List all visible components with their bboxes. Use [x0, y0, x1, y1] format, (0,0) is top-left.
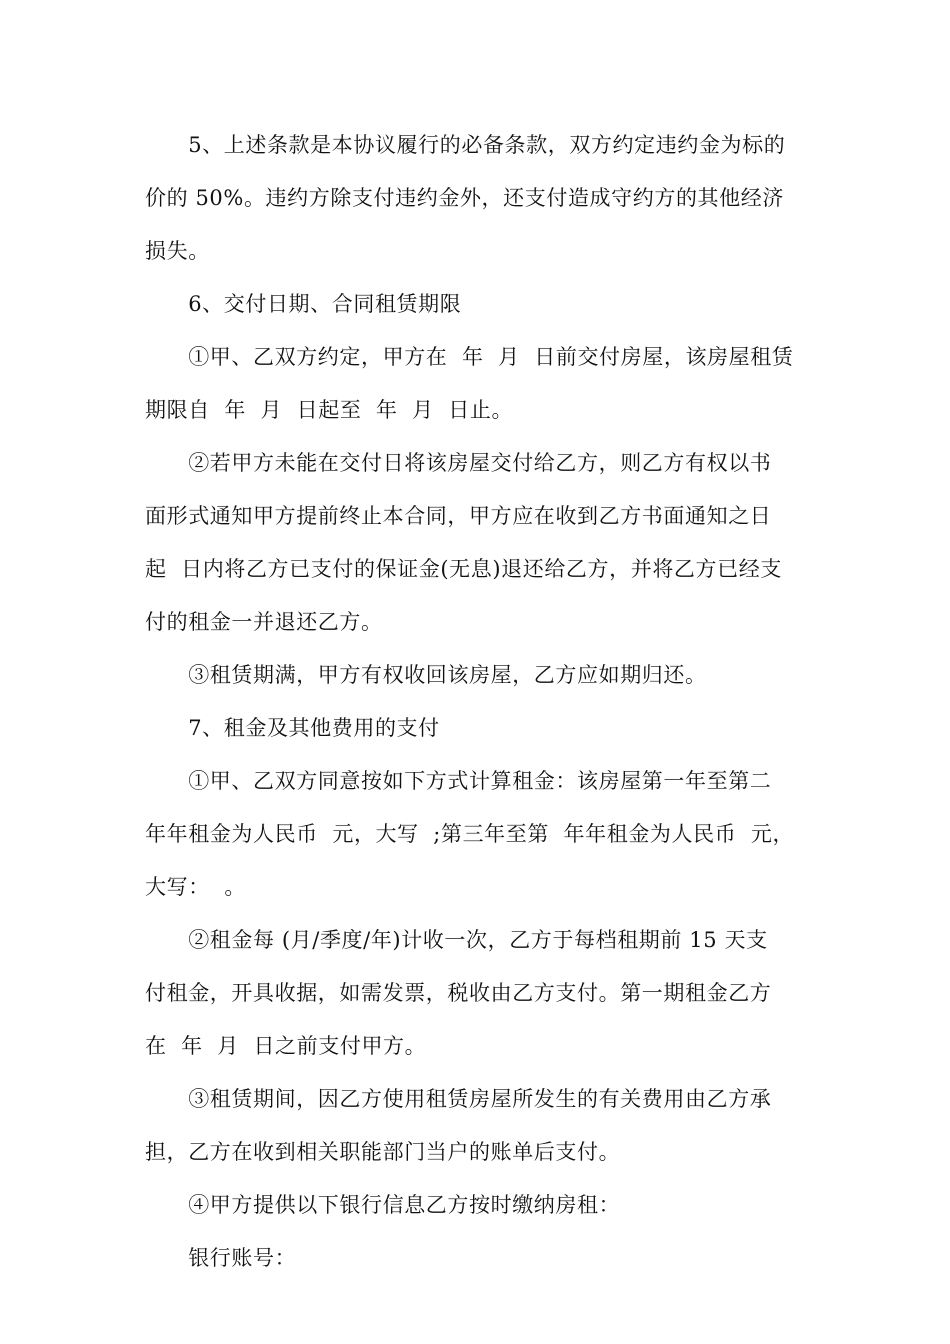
text-line: 付租金，开具收据，如需发票，税收由乙方支付。第一期租金乙方 — [145, 981, 772, 1005]
text-line: ②若甲方未能在交付日将该房屋交付给乙方，则乙方有权以书 — [145, 451, 772, 475]
text-line: 5、上述条款是本协议履行的必备条款，双方约定违约金为标的 — [145, 133, 786, 157]
text-line: 损失。 — [145, 239, 210, 263]
section-heading: 7、租金及其他费用的支付 — [145, 716, 440, 740]
text-line: ①甲、乙双方约定，甲方在 年 月 日前交付房屋，该房屋租赁 — [145, 345, 794, 369]
text-line: 起 日内将乙方已支付的保证金(无息)退还给乙方，并将乙方已经支 — [145, 557, 782, 581]
text-line: 年年租金为人民币 元，大写 ;第三年至第 年年租金为人民币 元， — [145, 822, 795, 846]
text-line: 价的 50%。违约方除支付违约金外，还支付造成守约方的其他经济 — [145, 186, 784, 210]
text-line: 银行账号： — [145, 1246, 297, 1270]
text-line: 面形式通知甲方提前终止本合同，甲方应在收到乙方书面通知之日 — [145, 504, 772, 528]
text-line: ④甲方提供以下银行信息乙方按时缴纳房租： — [145, 1193, 621, 1217]
text-line: ③租赁期满，甲方有权收回该房屋，乙方应如期归还。 — [145, 663, 707, 687]
text-line: 大写： 。 — [145, 875, 246, 899]
text-line: 在 年 月 日之前支付甲方。 — [145, 1034, 427, 1058]
text-line: 担，乙方在收到相关职能部门当户的账单后支付。 — [145, 1140, 621, 1164]
text-line: ①甲、乙双方同意按如下方式计算租金：该房屋第一年至第二 — [145, 769, 772, 793]
text-line: 付的租金一并退还乙方。 — [145, 610, 383, 634]
text-line: 期限自 年 月 日起至 年 月 日止。 — [145, 398, 514, 422]
text-line: ③租赁期间，因乙方使用租赁房屋所发生的有关费用由乙方承 — [145, 1087, 772, 1111]
text-line: ②租金每 (月/季度/年)计收一次，乙方于每档租期前 15 天支 — [145, 928, 768, 952]
section-heading: 6、交付日期、合同租赁期限 — [145, 292, 462, 316]
